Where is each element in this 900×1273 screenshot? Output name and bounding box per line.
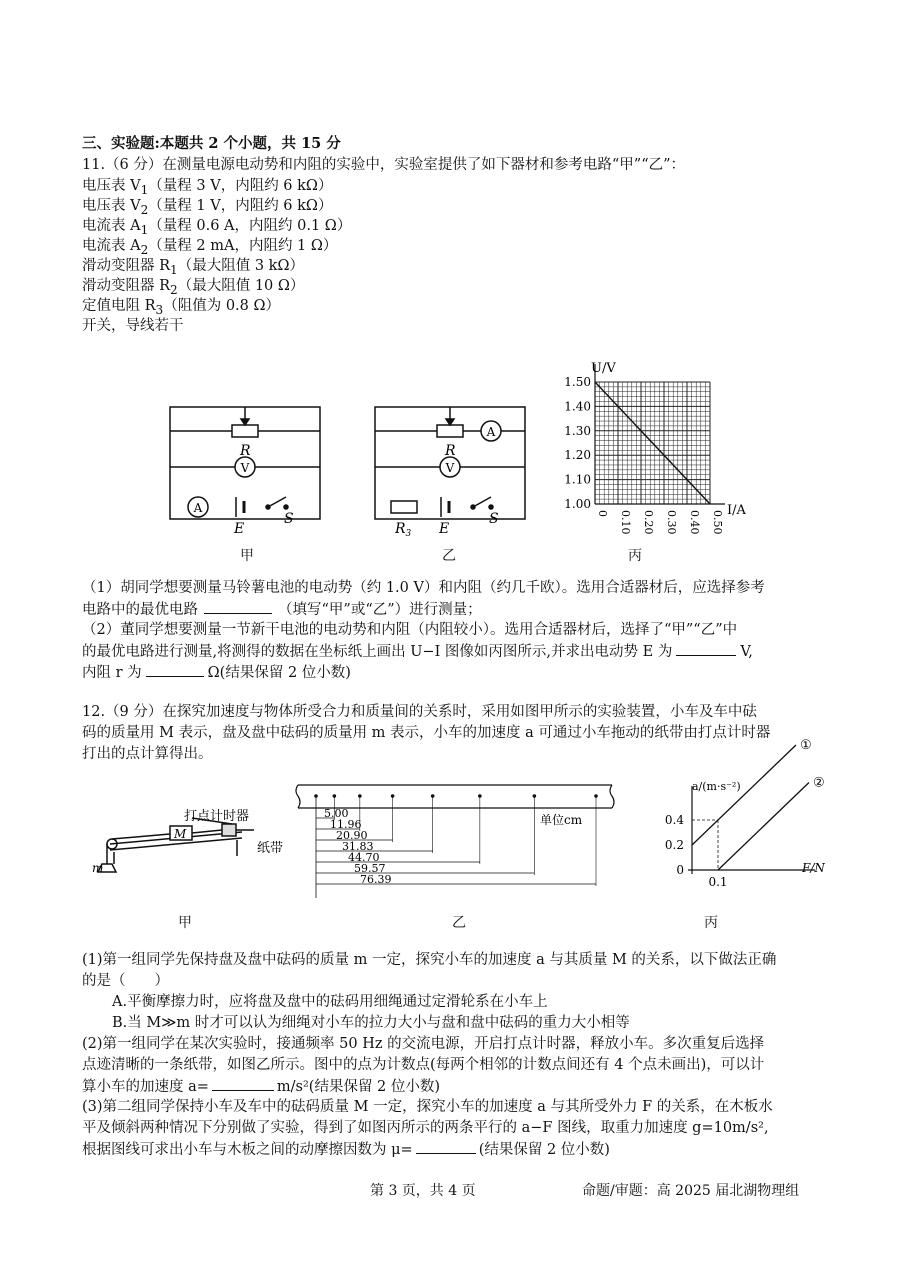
circuit-jia	[160, 395, 330, 535]
x-tick-label: 0.30	[665, 510, 678, 535]
fig-label-yi2: 乙	[452, 915, 466, 931]
q12-p3-c: 根据图线可求出小车与木板之间的动摩擦因数为 μ= (结果保留 2 位小数)	[82, 1139, 610, 1160]
y-tick-label: 1.40	[564, 399, 591, 414]
q12-intro-3: 打出的点计算得出。	[82, 746, 213, 762]
label-r: R	[445, 443, 456, 459]
q11-part2-a: （2）董同学想要测量一节新干电池的电动势和内阻（内阻较小）。选用合适器材后，选择了“甲”“乙”中	[82, 622, 738, 638]
series-label-1: ①	[800, 738, 812, 753]
q11-part2-c: 内阻 r 为 Ω(结果保留 2 位小数)	[82, 662, 351, 683]
q12-p2-b: 点迹清晰的一条纸带，如图乙所示。图中的点为计数点(每两个相邻的计数点间还有 4 个点未画出)，可以计	[82, 1057, 765, 1073]
ammeter-label: A	[193, 501, 203, 515]
y-tick-label: 0.4	[664, 813, 684, 827]
label-s: S	[489, 511, 499, 527]
section-title: 三、实验题:本题共 2 个小题，共 15 分	[82, 135, 341, 152]
q12-p1-a: (1)第一组同学先保持盘及盘中砝码的质量 m 一定，探究小车的加速度 a 与其质量 M 的关系，以下做法正确	[82, 952, 777, 968]
answer-blank[interactable]	[212, 1076, 274, 1091]
ui-ylabel: U/V	[591, 361, 616, 376]
x-tick-label: 0.10	[619, 510, 632, 535]
label-s: S	[284, 511, 294, 527]
fig-label-jia2: 甲	[178, 915, 192, 931]
tape-distance-label: 76.39	[360, 873, 392, 886]
tape-distance-label: 31.83	[342, 840, 374, 853]
option-b: B.当 M≫m 时才可以认为细绳对小车的拉力大小与盘和盘中砝码的重力大小相等	[112, 1015, 630, 1031]
answer-blank[interactable]	[676, 641, 736, 656]
x-tick-label: 0.40	[688, 510, 701, 535]
af-xlabel: F/N	[802, 861, 825, 875]
af-graph	[630, 738, 830, 891]
q11-part1-b: 电路中的最优电路 （填写“甲”或“乙”）进行测量；	[82, 599, 482, 620]
origin-label: 0	[676, 863, 684, 877]
equipment-item: 定值电阻 $R_3$（阻值为 0.8 Ω）	[82, 298, 281, 317]
tape-distance-label: 59.57	[354, 862, 386, 875]
ui-graph	[545, 352, 765, 537]
tape-unit: 单位cm	[540, 813, 583, 827]
y-tick-label: 1.10	[564, 472, 591, 487]
label-e: E	[234, 521, 245, 537]
answer-blank[interactable]	[204, 599, 272, 614]
tape-distance-label: 11.96	[330, 818, 362, 831]
tape-label: 纸带	[257, 841, 284, 856]
option-a: A.平衡摩擦力时，应将盘及盘中的砝码用细绳通过定滑轮系在小车上	[112, 994, 548, 1010]
label-r3: $R_3$	[395, 521, 412, 539]
q12-p2-c: 算小车的加速度 a= m/s²(结果保留 2 位小数)	[82, 1076, 440, 1097]
series-line-1	[692, 745, 796, 845]
label-r: R	[240, 443, 251, 459]
fig-label-yi: 乙	[442, 548, 456, 564]
ui-xlabel: I/A	[727, 503, 746, 518]
q11-part2-b: 的最优电路进行测量,将测得的数据在坐标纸上画出 U−I 图像如丙图所示,并求出电动势 E 为 V,	[82, 641, 753, 662]
equipment-item: 电压表 $V_2$（量程 1 V，内阻约 6 kΩ）	[82, 198, 333, 217]
q12-intro-2: 码的质量用 M 表示，盘及盘中砝码的质量用 m 表示，小车的加速度 a 可通过小车拖动的纸带由打点计时器	[82, 725, 771, 741]
q12-p2-a: (2)第一组同学在某次实验时，接通频率 50 Hz 的交流电源，开启打点计时器，释放小车。多次重复后选择	[82, 1036, 765, 1052]
tape-distance-label: 5.00	[324, 807, 349, 820]
equipment-item: 电流表 $A_1$（量程 0.6 A，内阻约 0.1 Ω）	[82, 218, 352, 237]
tape-distance-label: 20.90	[336, 829, 368, 842]
series-line-2	[718, 783, 809, 871]
q11-part1-a: （1）胡同学想要测量马铃薯电池的电动势（约 1.0 V）和内阻（约几千欧）。选用合适器材后，应选择参考	[82, 580, 765, 596]
fig-label-jia: 甲	[240, 548, 254, 564]
af-ylabel: a/(m·s⁻²)	[692, 780, 741, 793]
ammeter-label: A	[486, 425, 496, 439]
x-tick-label: 0	[596, 510, 609, 517]
q12-p3-b: 平及倾斜两种情况下分别做了实验，得到了如图丙所示的两条平行的 a−F 图线，取重力加速度 g=10m/s²,	[82, 1120, 769, 1136]
tape-distance-label: 44.70	[348, 851, 380, 864]
equipment-item: 滑动变阻器 $R_2$（最大阻值 10 Ω）	[82, 278, 305, 297]
switch-text: 开关，导线若干	[82, 318, 184, 334]
fig-label-bing: 丙	[628, 548, 642, 564]
equipment-item: 电压表 $V_1$（量程 3 V，内阻约 6 kΩ）	[82, 178, 333, 197]
q12-intro-1: 12.（9 分）在探究加速度与物体所受合力和质量间的关系时，采用如图甲所示的实验装置，小车及车中砝	[82, 704, 757, 720]
voltmeter-label: V	[240, 461, 250, 475]
q12-p1-b: 的是（ ）	[82, 973, 169, 989]
car-label: M	[174, 827, 187, 841]
page-number: 第 3 页，共 4 页	[370, 1183, 476, 1199]
equipment-item: 电流表 $A_2$（量程 2 mA，内阻约 1 Ω）	[82, 238, 338, 257]
footer-author: 命题/审题：高 2025 届北湖物理组	[582, 1183, 800, 1199]
circuit-yi	[365, 395, 535, 539]
timer-label: 打点计时器	[184, 809, 250, 824]
fit-line	[595, 382, 710, 504]
tape-diagram	[296, 780, 616, 890]
voltmeter-label: V	[445, 461, 455, 475]
y-tick-label: 0.2	[664, 838, 684, 852]
x-tick-label: 0.1	[708, 875, 728, 889]
q12-p3-a: (3)第二组同学保持小车及车中的砝码质量 M 一定，探究小车的加速度 a 与其所受外力 F 的关系，在木板水	[82, 1099, 773, 1115]
y-tick-label: 1.20	[564, 448, 591, 463]
x-tick-label: 0.20	[642, 510, 655, 535]
apparatus-diagram	[92, 800, 292, 890]
x-tick-label: 0.50	[711, 510, 724, 535]
label-e: E	[439, 521, 450, 537]
answer-blank[interactable]	[146, 662, 204, 677]
q11-intro: 11.（6 分）在测量电源电动势和内阻的实验中，实验室提供了如下器材和参考电路“甲”“乙”：	[82, 157, 686, 173]
y-tick-label: 1.50	[564, 375, 591, 389]
fig-label-bing2: 丙	[704, 915, 718, 931]
series-label-2: ②	[813, 775, 825, 791]
equipment-item: 滑动变阻器 $R_1$（最大阻值 3 kΩ）	[82, 258, 304, 277]
y-tick-label: 1.00	[564, 497, 591, 511]
mass-label: m	[92, 861, 104, 875]
y-tick-label: 1.30	[564, 423, 591, 438]
answer-blank[interactable]	[416, 1139, 476, 1154]
